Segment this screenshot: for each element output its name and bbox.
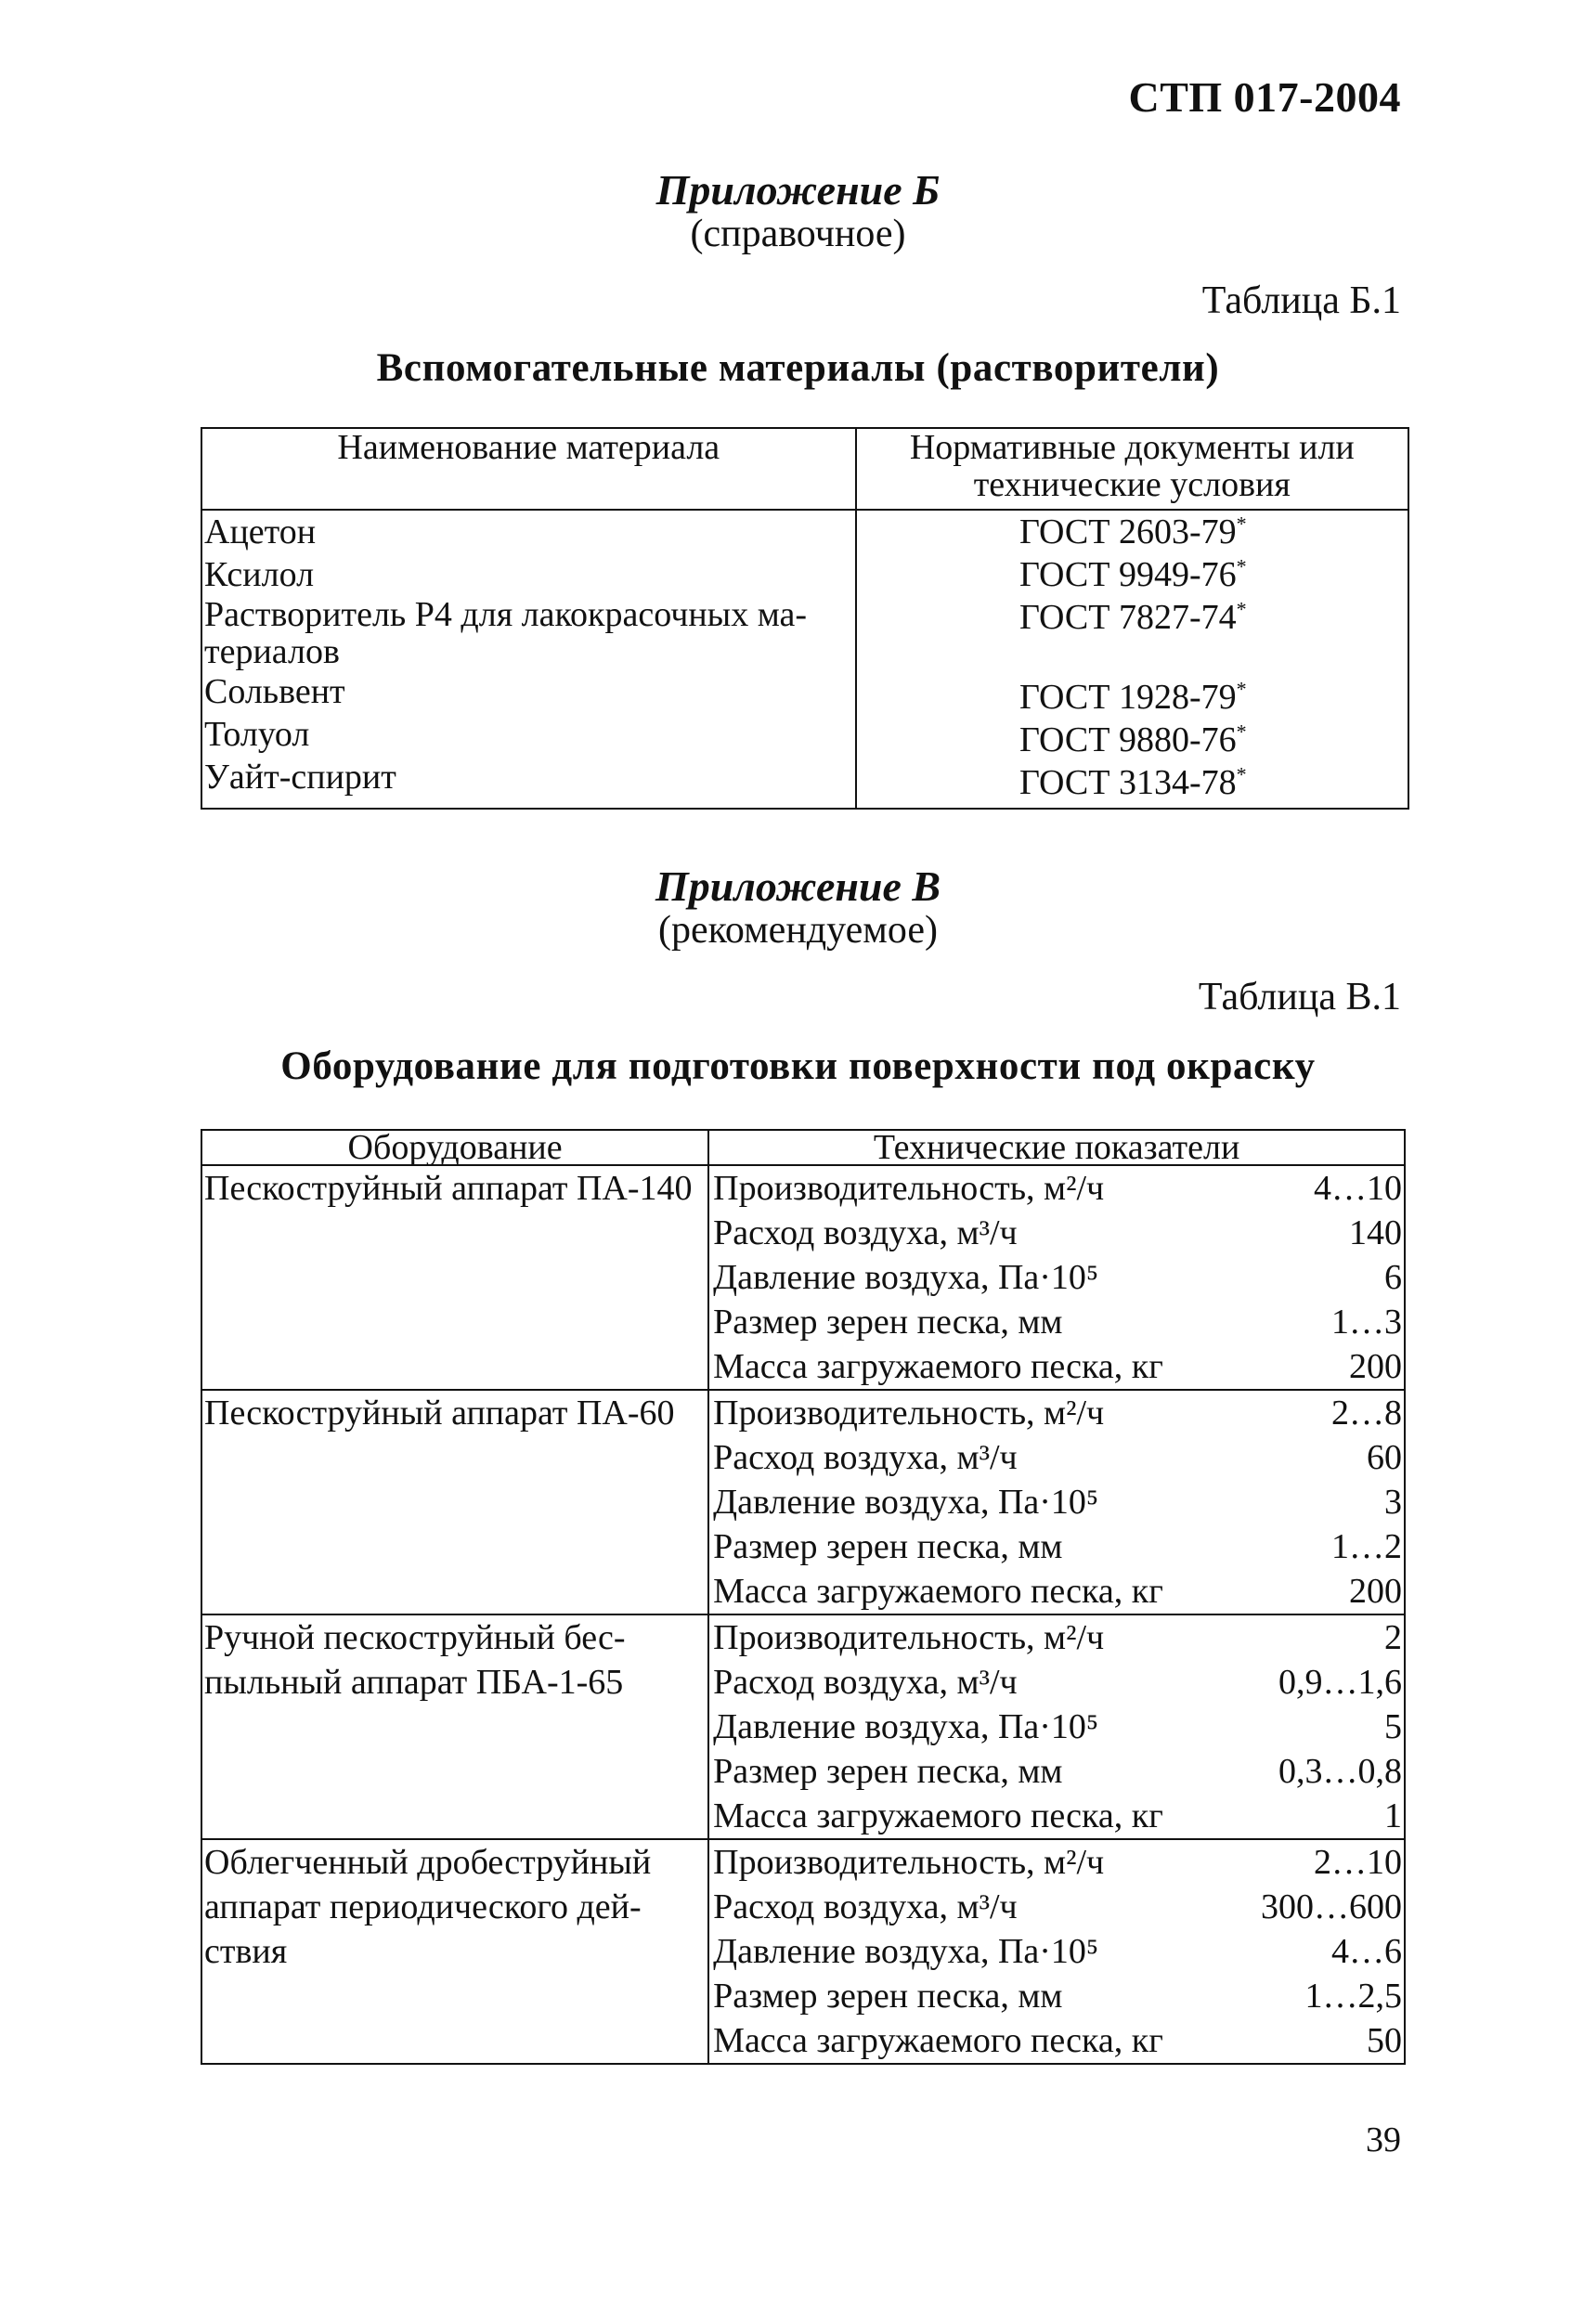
spec-label: Масса загружаемого песка, кг xyxy=(713,1796,1163,1835)
table-b-number: Таблица Б.1 xyxy=(1201,279,1401,322)
spec-label: Производительность, м²/ч xyxy=(713,1169,1105,1208)
spec-label: Производительность, м²/ч xyxy=(713,1394,1105,1433)
spec-label: Масса загружаемого песка, кг xyxy=(713,1572,1163,1611)
equipment-name xyxy=(201,1165,708,1390)
column-header-specs: Технические показатели xyxy=(708,1130,1405,1165)
equipment-specs xyxy=(708,1614,1405,1839)
equipment-name-line: Пескоструйный аппарат ПА-140 xyxy=(204,1169,693,1208)
spec-value: 200 xyxy=(1349,1572,1402,1611)
table-header-row xyxy=(201,428,1408,510)
spec-row xyxy=(709,1615,1404,1660)
table-v-title: Оборудование для подготовки поверхности под окраску xyxy=(280,1044,1316,1088)
spec-label: Размер зерен песка, мм xyxy=(713,1527,1063,1566)
spec-value: 0,3…0,8 xyxy=(1278,1752,1402,1791)
spec-label: Размер зерен песка, мм xyxy=(713,1303,1063,1342)
spec-row xyxy=(709,1974,1404,2018)
material-item: Сольвент xyxy=(204,672,345,711)
spec-row xyxy=(709,1166,1404,1211)
equipment-name-line: Ручной пескоструйный бес- xyxy=(204,1618,626,1657)
spec-value: 4…10 xyxy=(1314,1169,1402,1208)
spec-value: 140 xyxy=(1349,1213,1402,1252)
spec-label: Давление воздуха, Па·10⁵ xyxy=(713,1483,1099,1522)
spec-row xyxy=(709,1749,1404,1794)
spec-row xyxy=(709,1705,1404,1749)
table-v-number: Таблица В.1 xyxy=(1198,976,1401,1018)
document-item: ГОСТ 7827-74* xyxy=(1019,597,1247,637)
spec-row xyxy=(709,1569,1404,1614)
column-header-equipment: Оборудование xyxy=(201,1130,708,1165)
spec-label: Расход воздуха, м³/ч xyxy=(713,1213,1018,1252)
appendix-b-subtitle: (справочное) xyxy=(690,213,906,255)
spec-value: 2…8 xyxy=(1331,1394,1402,1433)
column-header-material: Наименование материала xyxy=(201,428,856,510)
spec-value: 300…600 xyxy=(1261,1887,1402,1926)
spec-label: Размер зерен песка, мм xyxy=(713,1752,1063,1791)
materials-cell xyxy=(201,510,856,809)
solvents-table xyxy=(201,427,1409,810)
spec-value: 50 xyxy=(1367,2021,1402,2060)
spec-value: 1…2 xyxy=(1331,1527,1402,1566)
document-item: ГОСТ 1928-79* xyxy=(1019,677,1247,717)
spec-row xyxy=(709,1391,1404,1435)
spec-label: Давление воздуха, Па·10⁵ xyxy=(713,1258,1099,1297)
document-item-empty xyxy=(859,639,1408,676)
document-item: ГОСТ 9880-76* xyxy=(1019,720,1247,759)
spec-row xyxy=(709,1840,1404,1885)
spec-value: 5 xyxy=(1384,1707,1402,1746)
material-item: Толуол xyxy=(204,715,310,754)
table-row xyxy=(201,1839,1405,2064)
spec-value: 1 xyxy=(1384,1796,1402,1835)
document-item: ГОСТ 2603-79* xyxy=(1019,512,1247,551)
spec-value: 200 xyxy=(1349,1347,1402,1386)
spec-label: Давление воздуха, Па·10⁵ xyxy=(713,1707,1099,1746)
page-number: 39 xyxy=(1366,2120,1401,2159)
spec-label: Расход воздуха, м³/ч xyxy=(713,1438,1018,1477)
spec-row xyxy=(709,1885,1404,1929)
material-item: Уайт-спирит xyxy=(204,758,396,797)
table-header-row xyxy=(201,1130,1405,1165)
spec-label: Расход воздуха, м³/ч xyxy=(713,1887,1018,1926)
equipment-specs xyxy=(708,1839,1405,2064)
equipment-name-line: ствия xyxy=(204,1932,288,1971)
spec-label: Расход воздуха, м³/ч xyxy=(713,1663,1018,1702)
table-row xyxy=(201,1614,1405,1839)
equipment-name-line: Облегченный дробеструйный xyxy=(204,1843,652,1882)
spec-row xyxy=(709,1300,1404,1344)
equipment-name xyxy=(201,1839,708,2064)
spec-value: 60 xyxy=(1367,1438,1402,1477)
spec-row xyxy=(709,1255,1404,1300)
column-header-documents: Нормативные документы или технические условия xyxy=(856,428,1408,510)
table-row xyxy=(201,1390,1405,1614)
spec-value: 1…3 xyxy=(1331,1303,1402,1342)
spec-label: Масса загружаемого песка, кг xyxy=(713,2021,1163,2060)
spec-label: Производительность, м²/ч xyxy=(713,1843,1105,1882)
spec-value: 2 xyxy=(1384,1618,1402,1657)
table-row xyxy=(201,510,1408,809)
spec-label: Размер зерен песка, мм xyxy=(713,1977,1063,2016)
spec-row xyxy=(709,2018,1404,2063)
document-item: ГОСТ 3134-78* xyxy=(1019,762,1247,802)
equipment-specs xyxy=(708,1165,1405,1390)
equipment-name-line: пыльный аппарат ПБА-1-65 xyxy=(204,1663,624,1702)
equipment-name xyxy=(201,1390,708,1614)
equipment-name xyxy=(201,1614,708,1839)
documents-cell xyxy=(856,510,1408,809)
equipment-name-line: аппарат периодического дей- xyxy=(204,1887,642,1926)
appendix-b-title: Приложение Б xyxy=(655,166,941,214)
material-item: Растворитель Р4 для лакокрасочных ма- xyxy=(204,595,808,634)
table-row xyxy=(201,1165,1405,1390)
equipment-specs xyxy=(708,1390,1405,1614)
document-code: СТП 017-2004 xyxy=(1128,73,1401,121)
spec-row xyxy=(709,1435,1404,1480)
spec-row xyxy=(709,1480,1404,1524)
spec-row xyxy=(709,1524,1404,1569)
spec-row xyxy=(709,1344,1404,1389)
material-item: Ацетон xyxy=(204,512,317,551)
appendix-v-title: Приложение В xyxy=(655,862,941,910)
spec-value: 2…10 xyxy=(1314,1843,1402,1882)
spec-value: 4…6 xyxy=(1331,1932,1402,1971)
spec-value: 3 xyxy=(1384,1483,1402,1522)
table-b-title: Вспомогательные материалы (растворители) xyxy=(376,346,1220,390)
spec-value: 6 xyxy=(1384,1258,1402,1297)
spec-label: Производительность, м²/ч xyxy=(713,1618,1105,1657)
material-item: териалов xyxy=(204,632,340,671)
appendix-v-subtitle: (рекомендуемое) xyxy=(658,909,938,952)
material-item: Ксилол xyxy=(204,555,315,594)
spec-value: 1…2,5 xyxy=(1304,1977,1402,2016)
spec-value: 0,9…1,6 xyxy=(1278,1663,1402,1702)
equipment-table xyxy=(201,1129,1406,2065)
equipment-name-line: Пескоструйный аппарат ПА-60 xyxy=(204,1394,675,1433)
document-item: ГОСТ 9949-76* xyxy=(1019,554,1247,594)
spec-row xyxy=(709,1211,1404,1255)
spec-label: Масса загружаемого песка, кг xyxy=(713,1347,1163,1386)
spec-row xyxy=(709,1660,1404,1705)
spec-label: Давление воздуха, Па·10⁵ xyxy=(713,1932,1099,1971)
spec-row xyxy=(709,1794,1404,1838)
spec-row xyxy=(709,1929,1404,1974)
